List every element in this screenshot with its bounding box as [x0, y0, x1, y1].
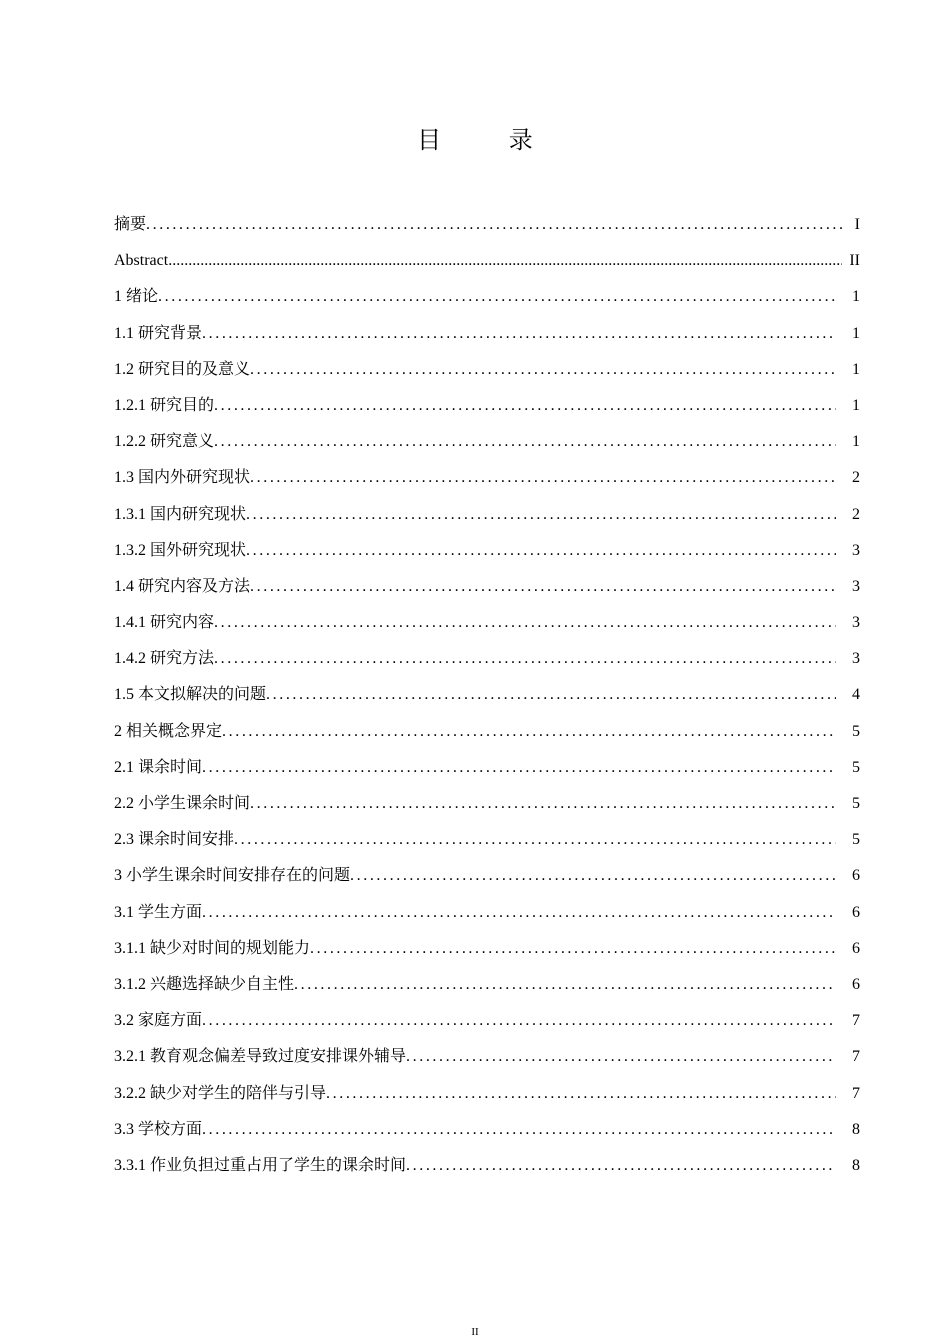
toc-entry-label: Abstract — [114, 252, 169, 270]
toc-entry[interactable] — [114, 424, 860, 460]
toc-leader — [246, 497, 836, 533]
toc-entry-label: 3.2.2 缺少对学生的陪伴与引导 — [114, 1084, 327, 1102]
page-title: 目 录 — [417, 126, 563, 154]
toc-entry[interactable] — [114, 1112, 860, 1148]
toc-entry[interactable] — [114, 605, 860, 641]
toc-leader — [214, 641, 836, 677]
toc-entry[interactable] — [114, 460, 860, 496]
toc-entry-page: 6 — [852, 975, 860, 993]
toc-entry-label: 3.3 学校方面 — [114, 1120, 203, 1138]
toc-entry[interactable] — [114, 243, 860, 279]
toc-entry-label: 1.3 国内外研究现状 — [114, 469, 251, 487]
toc-entry-label: 3.2 家庭方面 — [114, 1012, 203, 1030]
toc-entry-label: 3.3.1 作业负担过重占用了学生的课余时间 — [114, 1156, 407, 1174]
toc-entry-page: 5 — [852, 795, 860, 812]
toc-leader — [294, 967, 836, 1003]
toc-entry[interactable] — [114, 677, 860, 713]
toc-leader — [266, 677, 836, 713]
toc-entry-label: 1.3.2 国外研究现状 — [114, 541, 247, 559]
toc-entry[interactable] — [114, 1039, 860, 1075]
toc-entry-label: 3.1.1 缺少对时间的规划能力 — [114, 939, 311, 957]
toc-entry-page: 1 — [852, 433, 860, 451]
toc-leader — [234, 822, 836, 858]
toc-entry[interactable] — [114, 931, 860, 967]
toc-entry-page: 7 — [852, 1012, 860, 1030]
toc-entry-page: 7 — [852, 1048, 860, 1066]
toc-entry-page: 1 — [852, 360, 860, 378]
toc-entry-label: 2.2 小学生课余时间 — [114, 795, 251, 812]
toc-entry-label: 1.1 研究背景 — [114, 324, 203, 342]
toc-leader — [214, 605, 836, 641]
table-of-contents — [114, 207, 860, 1184]
toc-leader — [250, 352, 836, 388]
toc-leader — [158, 279, 836, 315]
toc-leader — [214, 424, 836, 460]
toc-entry[interactable] — [114, 279, 860, 315]
toc-entry[interactable] — [114, 750, 860, 786]
toc-entry-page: 3 — [852, 614, 860, 632]
toc-entry[interactable] — [114, 497, 860, 533]
toc-leader — [406, 1148, 836, 1184]
toc-entry-page: 5 — [852, 831, 860, 849]
toc-entry[interactable] — [114, 388, 860, 424]
toc-entry-page: 3 — [852, 650, 860, 668]
toc-entry-label: 1.4 研究内容及方法 — [114, 577, 251, 595]
toc-entry-label: 2.3 课余时间安排 — [114, 831, 235, 849]
toc-leader — [326, 1076, 836, 1112]
toc-entry-label: 摘要 — [114, 216, 147, 233]
toc-entry-page: 2 — [852, 469, 860, 487]
toc-entry[interactable] — [114, 1076, 860, 1112]
toc-leader — [250, 569, 836, 605]
toc-entry[interactable] — [114, 1003, 860, 1039]
toc-entry-label: 3 小学生课余时间安排存在的问题 — [114, 867, 351, 885]
toc-leader — [202, 750, 836, 786]
toc-entry-label: 1.4.1 研究内容 — [114, 614, 215, 632]
toc-entry-page: 3 — [852, 577, 860, 595]
toc-entry-label: 1.3.1 国内研究现状 — [114, 505, 247, 523]
toc-entry-label: 1.2.1 研究目的 — [114, 396, 215, 414]
toc-entry[interactable] — [114, 352, 860, 388]
toc-entry-page: 6 — [852, 939, 860, 957]
toc-leader — [406, 1039, 836, 1075]
toc-leader — [202, 1112, 836, 1148]
toc-entry[interactable] — [114, 895, 860, 931]
toc-leader — [350, 858, 836, 894]
toc-leader — [214, 388, 836, 424]
toc-entry-page: 5 — [852, 758, 860, 776]
toc-entry[interactable] — [114, 967, 860, 1003]
toc-leader — [310, 931, 836, 967]
page-number-footer: II — [471, 1326, 479, 1338]
toc-entry-page: 8 — [852, 1120, 860, 1138]
toc-entry-label: 3.2.1 教育观念偏差导致过度安排课外辅导 — [114, 1048, 407, 1066]
toc-leader — [202, 316, 836, 352]
toc-entry-page: 1 — [852, 396, 860, 414]
toc-leader — [202, 895, 836, 931]
toc-leader — [146, 207, 843, 243]
toc-entry-page: 6 — [852, 903, 860, 921]
toc-entry-label: 1.4.2 研究方法 — [114, 650, 215, 668]
toc-entry[interactable] — [114, 1148, 860, 1184]
toc-leader — [250, 786, 836, 822]
toc-entry[interactable] — [114, 641, 860, 677]
toc-entry-page: 4 — [852, 686, 860, 704]
toc-leader — [202, 1003, 836, 1039]
toc-entry[interactable] — [114, 533, 860, 569]
toc-entry-label: 3.1.2 兴趣选择缺少自主性 — [114, 975, 295, 993]
toc-entry-page: II — [849, 252, 860, 270]
toc-entry-label: 1.2.2 研究意义 — [114, 433, 215, 451]
toc-entry[interactable] — [114, 858, 860, 894]
toc-leader — [168, 243, 842, 279]
toc-entry[interactable] — [114, 714, 860, 750]
toc-entry[interactable] — [114, 786, 860, 822]
toc-entry[interactable] — [114, 569, 860, 605]
toc-entry-label: 2 相关概念界定 — [114, 722, 223, 740]
toc-entry-page: 2 — [852, 505, 860, 523]
toc-entry-page: 6 — [852, 867, 860, 885]
toc-entry-label: 2.1 课余时间 — [114, 758, 203, 776]
toc-entry[interactable] — [114, 207, 860, 243]
toc-entry-page: 1 — [852, 288, 860, 306]
toc-entry-label: 1.2 研究目的及意义 — [114, 360, 251, 378]
toc-entry-page: 7 — [852, 1084, 860, 1102]
toc-entry[interactable] — [114, 822, 860, 858]
toc-leader — [222, 714, 836, 750]
toc-entry[interactable] — [114, 316, 860, 352]
toc-entry-page: 8 — [852, 1156, 860, 1174]
toc-leader — [246, 533, 836, 569]
toc-entry-page: I — [854, 216, 860, 233]
toc-entry-label: 3.1 学生方面 — [114, 903, 203, 921]
toc-leader — [250, 460, 836, 496]
toc-entry-label: 1.5 本文拟解决的问题 — [114, 686, 267, 704]
toc-entry-page: 1 — [852, 324, 860, 342]
toc-entry-page: 3 — [852, 541, 860, 559]
toc-entry-page: 5 — [852, 722, 860, 740]
toc-entry-label: 1 绪论 — [114, 288, 159, 306]
